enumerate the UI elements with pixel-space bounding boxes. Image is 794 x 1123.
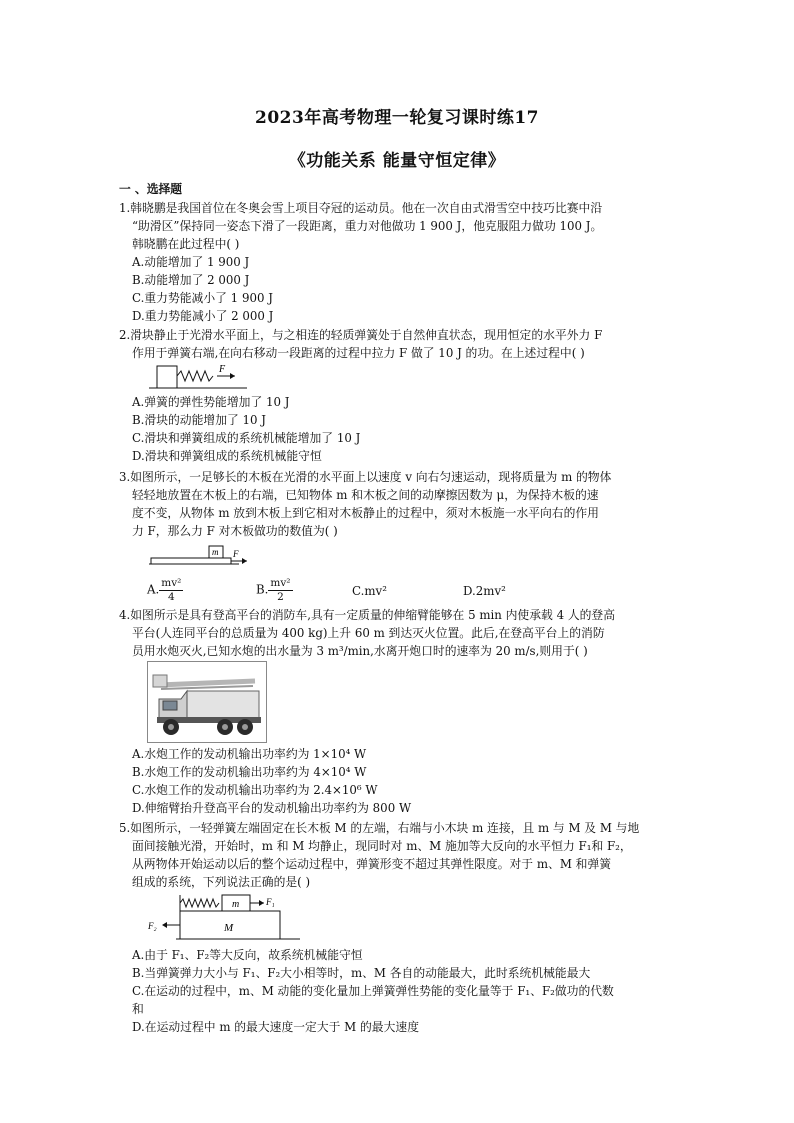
q1-option-d: D.重力势能减小了 2 000 J: [132, 309, 274, 323]
question-2: [119, 326, 602, 362]
q2-spring-block-figure: [147, 360, 257, 390]
q5-option-c-line2: 和: [132, 1002, 144, 1016]
q5-stem-line1: 5.如图所示，一轻弹簧左端固定在长木板 M 的左端，右端与小木块 m 连接，且 m 与 M 及 M 与地: [119, 821, 640, 835]
q3-stem-line2: 轻轻地放置在木板上的右端，已知物体 m 和木板之间的动摩擦因数为 μ，为保持木板的速: [132, 488, 599, 502]
q3-mass-label: m: [212, 547, 219, 557]
q3-option-d: D.2mv²: [463, 584, 506, 598]
q3-option-a: [147, 577, 183, 604]
q2-option-d: D.滑块和弹簧组成的系统机械能守恒: [132, 449, 322, 463]
question-5: [119, 819, 639, 891]
q1-stem-line2: “助滑区”保持同一姿态下滑了一段距离，重力对他做功 1 900 J，他克服阻力做功 100 J。: [132, 219, 603, 233]
q5-spring-boards-figure: [146, 891, 306, 943]
q2-force-label: F: [219, 364, 226, 375]
q5-option-d: D.在运动过程中 m 的最大速度一定大于 M 的最大速度: [132, 1020, 419, 1034]
q1-option-c: C.重力势能减小了 1 900 J: [132, 291, 273, 305]
q3-option-a-denominator: 4: [167, 591, 175, 603]
q4-stem-line2: 平台(人连同平台的总质量为 400 kg)上升 60 m 到达灭火位置。此后,在登高平台上的消防: [132, 626, 605, 640]
page-subtitle: 《功能关系 能量守恒定律》: [288, 151, 506, 171]
q5-board-mass-label: M: [224, 922, 234, 934]
q4-options: [119, 745, 411, 817]
q3-board-figure: [147, 540, 257, 568]
q4-stem-line1: 4.如图所示是具有登高平台的消防车,具有一定质量的伸缩臂能够在 5 min 内使承载 4 人的登高: [119, 608, 616, 622]
q5-stem-line3: 从两物体开始运动以后的整个运动过程中，弹簧形变不超过其弹性限度。对于 m、M 和弹簧: [132, 857, 612, 871]
q3-option-b-letter: B.: [256, 582, 269, 597]
q3-option-b-fraction: [268, 577, 292, 604]
q5-option-b: B.当弹簧弹力大小与 F₁、F₂大小相等时，m、M 各自的动能最大，此时系统机械能最大: [132, 966, 591, 980]
q5-option-c-line1: C.在运动的过程中，m、M 动能的变化量加上弹簧弹性势能的变化量等于 F₁、F₂做功的代数: [132, 984, 614, 998]
q4-option-b: B.水炮工作的发动机输出功率约为 4×10⁴ W: [132, 765, 367, 779]
q2-option-a: A.弹簧的弹性势能增加了 10 J: [132, 395, 290, 409]
q2-option-b: B.滑块的动能增加了 10 J: [132, 413, 267, 427]
question-3: [119, 468, 611, 540]
q4-option-c: C.水炮工作的发动机输出功率约为 2.4×10⁶ W: [132, 783, 378, 797]
q2-stem-line2: 作用于弹簧右端,在向右移动一段距离的过程中拉力 F 做了 10 J 的功。在上述过程中( ): [132, 346, 585, 360]
q4-stem-line3: 员用水炮灭火,已知水炮的出水量为 3 m³/min,水离开炮口时的速率为 20 m/s,则用于( ): [132, 644, 588, 658]
question-1: [119, 199, 602, 325]
q3-stem-line4: 力 F，那么力 F 对木板做功的数值为( ): [132, 524, 338, 538]
q4-fire-truck-photo: [147, 661, 267, 743]
q3-stem-line1: 3.如图所示，一足够长的木板在光滑的水平面上以速度 v 向右匀速运动，现将质量为 m 的物体: [119, 470, 612, 484]
q1-stem-line3: 韩晓鹏在此过程中( ): [132, 237, 240, 251]
q3-option-a-fraction: [159, 577, 183, 604]
q5-force-f2-label: F₂: [148, 921, 157, 931]
question-4: [119, 606, 615, 660]
q3-stem-line3: 度不变，从物体 m 放到木板上到它相对木板静止的过程中，须对木板施一水平向右的作用: [132, 506, 599, 520]
q1-stem-line1: 1.韩晓鹏是我国首位在冬奥会雪上项目夺冠的运动员。他在一次自由式滑雪空中技巧比赛中沿: [119, 201, 603, 215]
page-title: 2023年高考物理一轮复习课时练17: [255, 108, 539, 128]
q2-options: [119, 393, 360, 465]
q4-option-d: D.伸缩臂抬升登高平台的发动机输出功率约为 800 W: [132, 801, 412, 815]
q3-option-b: [256, 577, 293, 604]
q5-small-mass-label: m: [232, 899, 240, 910]
q5-force-f1-label: F₁: [266, 897, 275, 907]
q4-option-a: A.水炮工作的发动机输出功率约为 1×10⁴ W: [132, 747, 367, 761]
q3-force-label: F: [233, 549, 239, 559]
section-label: 一 、选择题: [119, 182, 183, 196]
q5-options: [119, 946, 614, 1036]
q3-option-a-numerator: mv²: [161, 577, 182, 589]
q3-option-c: C.mv²: [352, 584, 387, 598]
q3-option-b-numerator: mv²: [270, 577, 291, 589]
q3-option-b-denominator: 2: [277, 591, 284, 603]
q5-stem-line2: 面间接触光滑，开始时，m 和 M 均静止，现同时对 m、M 施加等大反向的水平恒力 F₁和 F₂，: [132, 839, 632, 853]
q3-option-a-letter: A.: [147, 582, 160, 597]
q5-stem-line4: 组成的系统，下列说法正确的是( ): [132, 875, 311, 889]
q1-option-a: A.动能增加了 1 900 J: [132, 255, 250, 269]
q5-option-a: A.由于 F₁、F₂等大反向，故系统机械能守恒: [132, 948, 363, 962]
q2-option-c: C.滑块和弹簧组成的系统机械能增加了 10 J: [132, 431, 361, 445]
q2-stem-line1: 2.滑块静止于光滑水平面上，与之相连的轻质弹簧处于自然伸直状态，现用恒定的水平外力 F: [119, 328, 603, 342]
q1-option-b: B.动能增加了 2 000 J: [132, 273, 250, 287]
